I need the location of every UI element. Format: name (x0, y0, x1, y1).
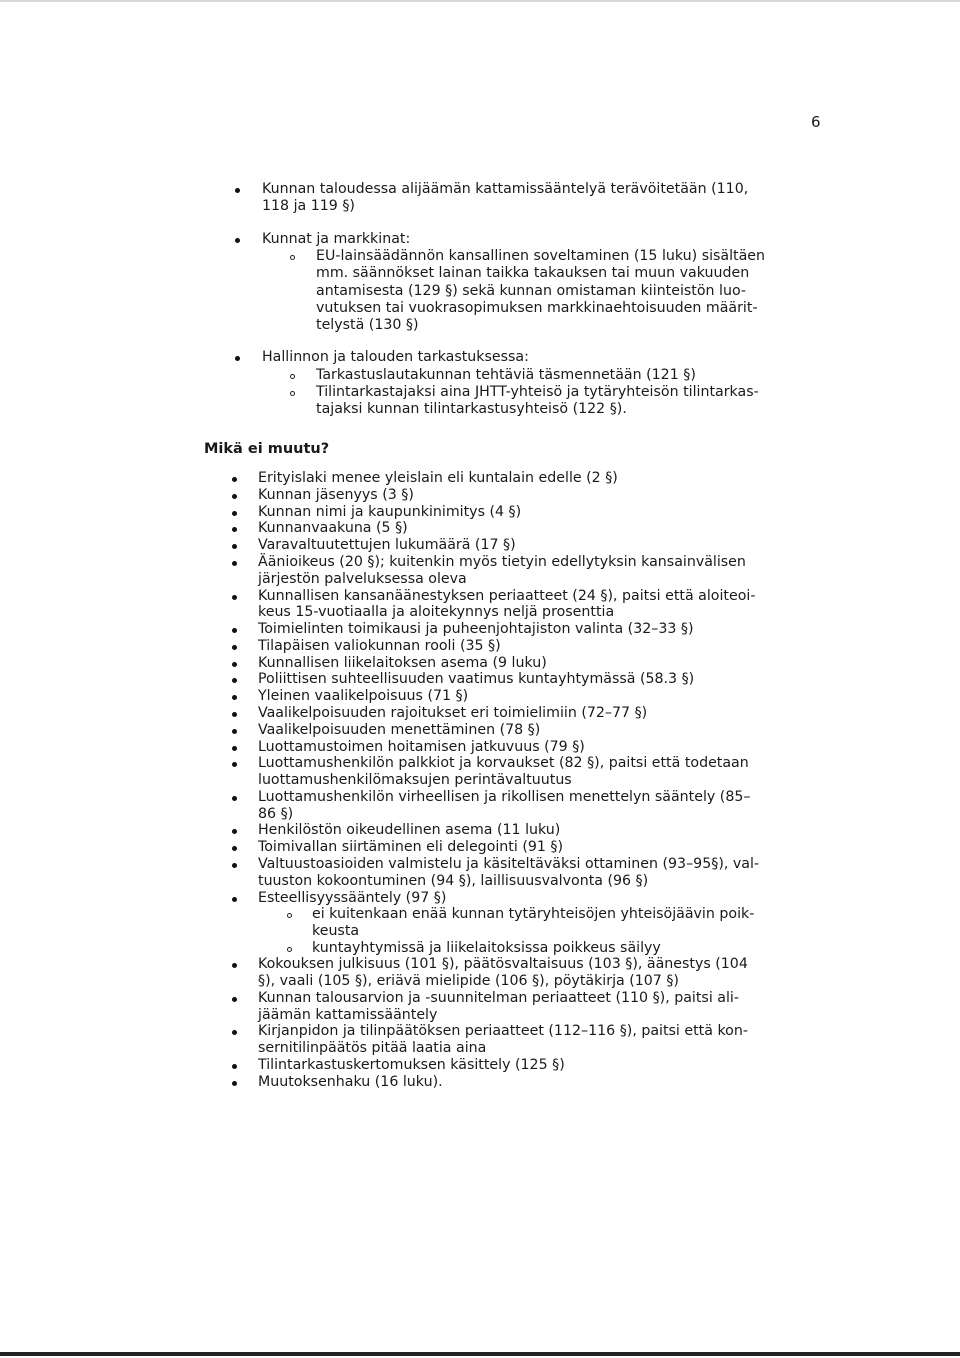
list-item-line: Hallinnon ja talouden tarkastuksessa: (262, 349, 529, 366)
bullet-icon (232, 1081, 237, 1086)
list-item-line: jäämän kattamissääntely (258, 1006, 438, 1023)
bullet-icon (232, 796, 237, 801)
scan-edge-bottom (0, 1352, 960, 1356)
sub-item-line: kuntayhtymissä ja liikelaitoksissa poikkeus säilyy (312, 939, 661, 956)
bullet-icon (232, 963, 237, 968)
list-item-line: Toimivallan siirtäminen eli delegointi (91 §) (258, 839, 564, 856)
sub-item-line: Tarkastuslautakunnan tehtäviä täsmennetään (121 §) (316, 366, 696, 383)
list-item-line: Kunnanvaakuna (5 §) (258, 520, 408, 537)
list-item-line: Tilintarkastuskertomuksen käsittely (125 §) (258, 1056, 565, 1073)
list-item-line: 118 ja 119 §) (262, 198, 355, 215)
sub-item-line: vutuksen tai vuokrasopimuksen markkinaehtoisuuden määrit- (316, 299, 758, 316)
list-item-line: Vaalikelpoisuuden menettäminen (78 §) (258, 721, 541, 738)
bullet-icon (232, 678, 237, 683)
bullet-icon (232, 645, 237, 650)
list-item-line: §), vaali (105 §), eriävä mielipide (106 §), pöytäkirja (107 §) (258, 973, 679, 990)
list-item-line: Kunnallisen liikelaitoksen asema (9 luku) (258, 654, 547, 671)
list-item-line: Kunnat ja markkinat: (262, 230, 411, 247)
sub-item-line: ei kuitenkaan enää kunnan tytäryhteisöjen yhteisöjäävin poik- (312, 906, 755, 923)
list-item-line: 86 §) (258, 805, 294, 822)
bullet-icon (232, 712, 237, 717)
list-item-line: Luottamustoimen hoitamisen jatkuvuus (79 §) (258, 738, 585, 755)
list-item-line: järjestön palveluksessa oleva (258, 570, 467, 587)
sub-item-line: Tilintarkastajaksi aina JHTT-yhteisö ja tytäryhteisön tilintarkas- (316, 384, 759, 400)
list-item-line: Tilapäisen valiokunnan rooli (35 §) (258, 637, 501, 654)
list-item-line: Luottamushenkilön virheellisen ja rikollisen menettelyn sääntely (85– (258, 788, 751, 805)
list-item-line: Kunnan nimi ja kaupunkinimitys (4 §) (258, 503, 522, 520)
bullet-icon (232, 762, 237, 767)
sub-bullet-icon (290, 255, 295, 260)
bullet-icon (232, 477, 237, 482)
list-item-line: Kirjanpidon ja tilinpäätöksen periaatteet (112–116 §), paitsi että kon- (258, 1023, 748, 1040)
bullet-icon (232, 628, 237, 633)
scan-edge-top (0, 0, 960, 2)
bullet-icon (232, 729, 237, 734)
sub-item-line: EU-lainsäädännön kansallinen soveltaminen (15 luku) sisältäen (316, 247, 766, 264)
bullet-icon (232, 1030, 237, 1035)
sub-bullet-icon (287, 947, 292, 952)
bullet-icon (235, 238, 240, 243)
list-item-line: Äänioikeus (20 §); kuitenkin myös tietyin edellytyksin kansainvälisen (258, 554, 746, 570)
list-item-line: Kunnan taloudessa alijäämän kattamissääntelyä terävöitetään (110, (262, 181, 749, 197)
list-item-line: Luottamushenkilön palkkiot ja korvaukset (82 §), paitsi että todetaan (258, 755, 749, 772)
list-item-line: luottamushenkilömaksujen perintävaltuutus (258, 772, 572, 789)
bullet-icon (232, 829, 237, 834)
sub-item-line: antamisesta (129 §) sekä kunnan omistaman kiinteistön luo- (316, 282, 747, 299)
sub-item-line: tajaksi kunnan tilintarkastusyhteisö (122 §). (316, 401, 627, 418)
sub-bullet-icon (290, 391, 295, 396)
list-item-line: Muutoksenhaku (16 luku). (258, 1073, 443, 1090)
list-item-line: Kunnan jäsenyys (3 §) (258, 486, 414, 503)
bullet-icon (232, 1064, 237, 1069)
bullet-icon (232, 494, 237, 499)
bullet-icon (232, 695, 237, 700)
bullet-icon (232, 662, 237, 667)
bullet-icon (232, 527, 237, 532)
sub-item-line: telystä (130 §) (316, 317, 419, 334)
sub-bullet-icon (287, 913, 292, 918)
sub-item-line: keusta (312, 922, 360, 939)
list-item-line: Erityislaki menee yleislain eli kuntalain edelle (2 §) (258, 470, 618, 486)
list-item-line: tuuston kokoontuminen (94 §), laillisuusvalvonta (96 §) (258, 872, 649, 889)
list-item-line: Kunnallisen kansanäänestyksen periaatteet (24 §), paitsi että aloiteoi- (258, 587, 756, 604)
bullet-icon (232, 863, 237, 868)
list-item-line: Poliittisen suhteellisuuden vaatimus kuntayhtymässä (58.3 §) (258, 671, 695, 688)
list-item-line: Esteellisyyssääntely (97 §) (258, 889, 447, 906)
bullet-icon (232, 544, 237, 549)
bullet-icon (232, 511, 237, 516)
list-item-line: keus 15-vuotiaalla ja aloitekynnys neljä prosenttia (258, 604, 615, 621)
list-item-line: Vaalikelpoisuuden rajoitukset eri toimielimiin (72–77 §) (258, 705, 648, 721)
list-item-line: sernitilinpäätös pitää laatia aina (258, 1040, 487, 1057)
page-number: 6 (811, 113, 821, 131)
list-item-line: Henkilöstön oikeudellinen asema (11 luku) (258, 822, 561, 839)
list-item-line: Yleinen vaalikelpoisuus (71 §) (258, 688, 469, 705)
bullet-icon (235, 356, 240, 361)
bullet-icon (232, 846, 237, 851)
bullet-icon (232, 997, 237, 1002)
list-item-line: Varavaltuutettujen lukumäärä (17 §) (258, 537, 516, 554)
section-heading: Mikä ei muutu? (204, 441, 330, 457)
sub-item-line: mm. säännökset lainan taikka takauksen tai muun vakuuden (316, 265, 750, 282)
list-item-line: Toimielinten toimikausi ja puheenjohtajiston valinta (32–33 §) (258, 621, 694, 637)
list-item-line: Valtuustoasioiden valmistelu ja käsiteltäväksi ottaminen (93–95§), val- (258, 856, 760, 872)
bullet-icon (232, 746, 237, 751)
list-item-line: Kokouksen julkisuus (101 §), päätösvaltaisuus (103 §), äänestys (104 (258, 956, 748, 973)
bullet-icon (235, 188, 240, 193)
bullet-icon (232, 595, 237, 600)
bullet-icon (232, 561, 237, 566)
list-item-line: Kunnan talousarvion ja -suunnitelman periaatteet (110 §), paitsi ali- (258, 989, 739, 1006)
sub-bullet-icon (290, 374, 295, 379)
bullet-icon (232, 897, 237, 902)
